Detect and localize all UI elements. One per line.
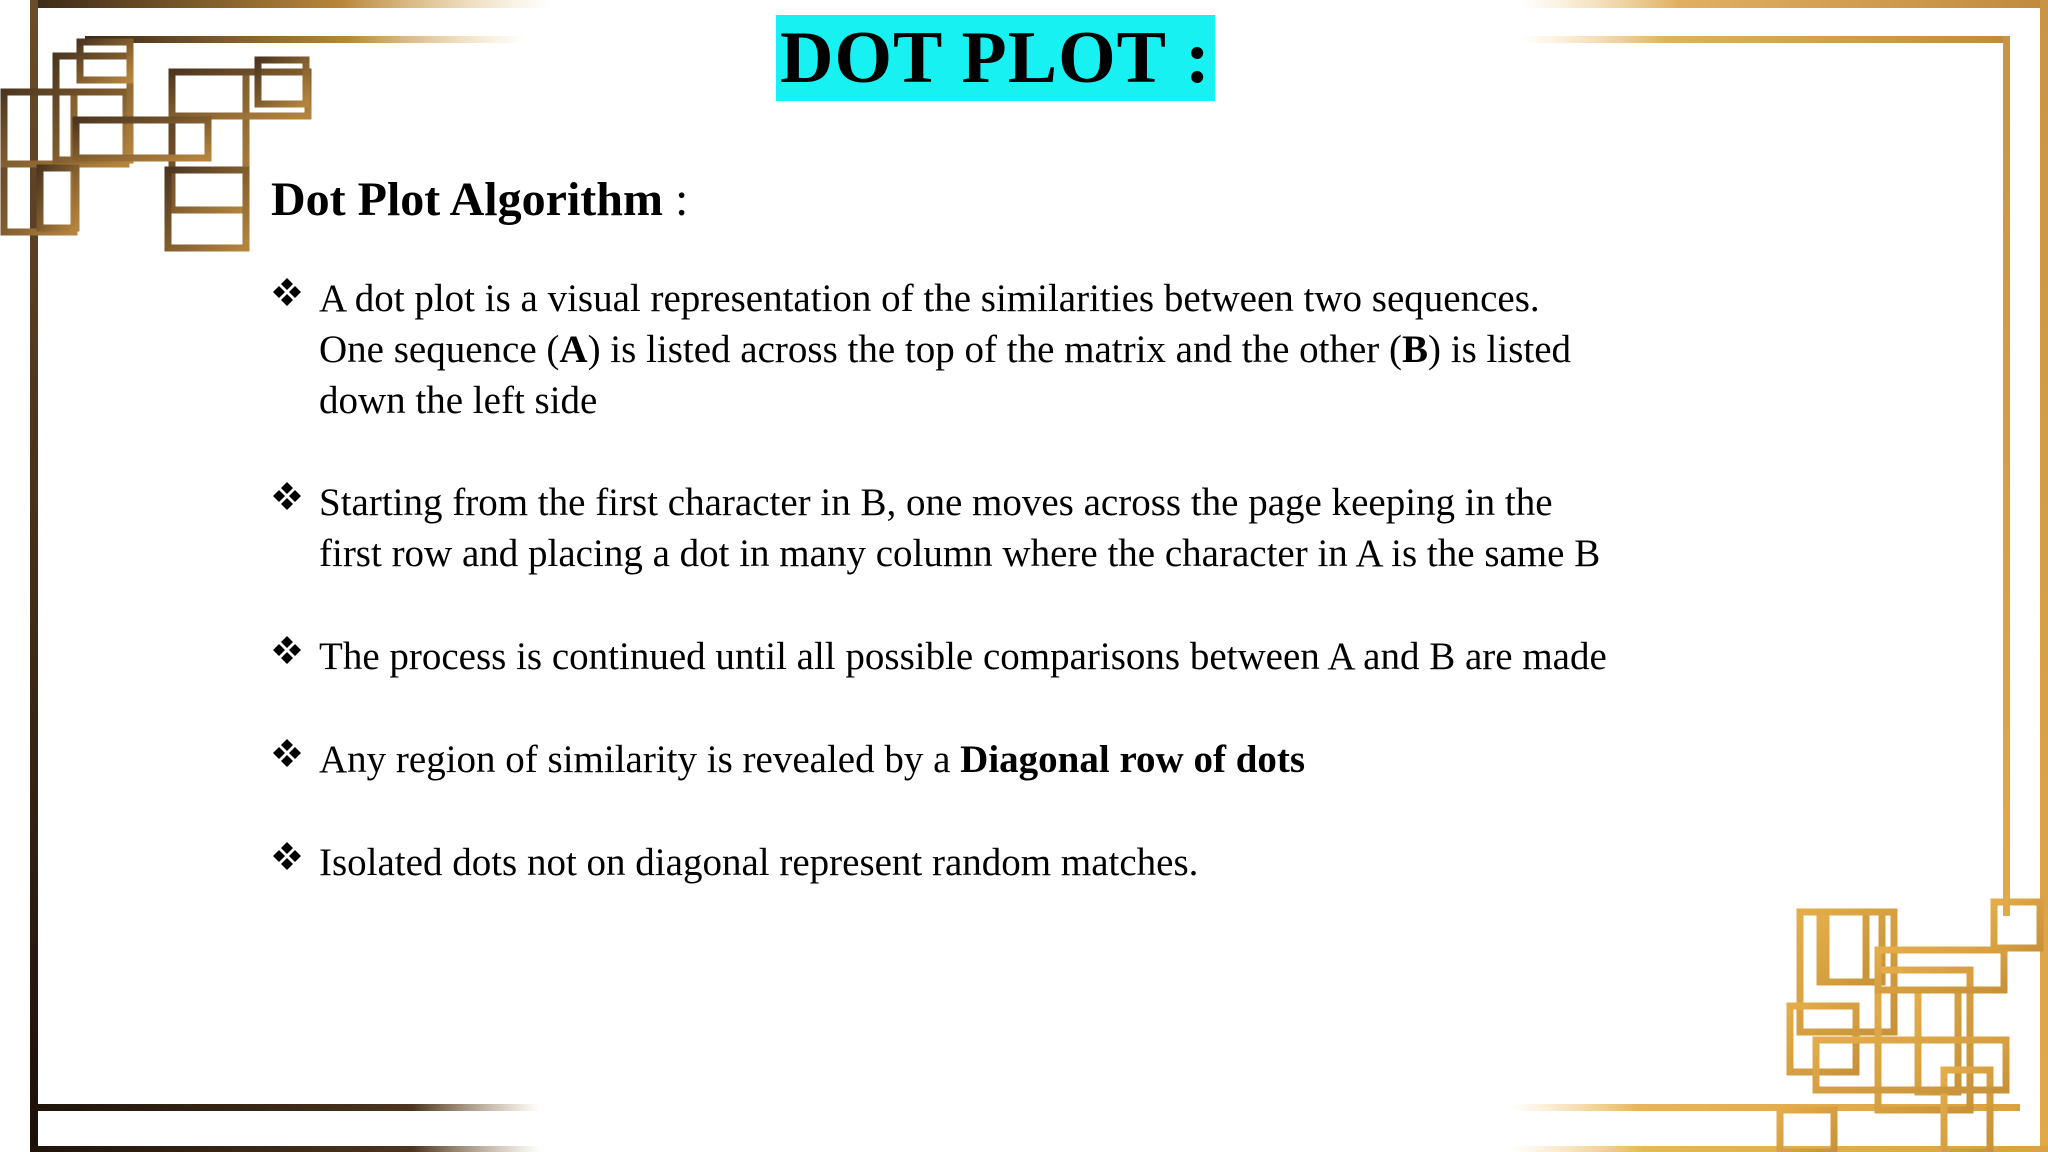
section-heading <box>271 170 688 230</box>
four-diamond-bullet-icon <box>271 840 303 872</box>
bullet-item <box>271 734 1771 785</box>
section-heading-colon: : <box>662 173 689 226</box>
bullet-line: Isolated dots not on diagonal represent random matches. <box>319 841 1199 884</box>
four-diamond-bullet-icon <box>271 634 303 666</box>
section-heading-text: Dot Plot Algorithm <box>271 173 663 226</box>
bullet-line: Starting from the first character in B, one moves across the page keeping in the <box>319 481 1553 524</box>
bullet-line: A dot plot is a visual representation of the similarities between two sequences. <box>319 277 1540 320</box>
bullet-text: Any region of similarity is revealed by a <box>319 738 961 781</box>
bullet-emphasis: Diagonal row of dots <box>960 738 1306 781</box>
bullet-line <box>319 734 1771 785</box>
bullet-item <box>271 477 1771 579</box>
bullet-item <box>271 631 1771 682</box>
four-diamond-bullet-icon <box>271 276 303 308</box>
bullet-line <box>319 324 1771 375</box>
bullet-text: ) is listed across the top of the matrix and the other ( <box>587 328 1403 371</box>
bullet-item <box>271 273 1771 426</box>
bullet-text: ) is listed <box>1428 328 1572 371</box>
bullet-text: One sequence ( <box>319 328 560 371</box>
sequence-b-label: B <box>1402 328 1429 371</box>
bullet-item <box>271 837 1771 888</box>
bullet-line: down the left side <box>319 379 598 422</box>
sequence-a-label: A <box>559 328 588 371</box>
bullet-line: first row and placing a dot in many column where the character in A is the same B <box>319 532 1601 575</box>
bullet-list <box>271 273 1771 888</box>
four-diamond-bullet-icon <box>271 480 303 512</box>
slide-title: DOT PLOT : <box>776 15 1215 101</box>
four-diamond-bullet-icon <box>271 737 303 769</box>
bullet-line: The process is continued until all possible comparisons between A and B are made <box>319 635 1607 678</box>
